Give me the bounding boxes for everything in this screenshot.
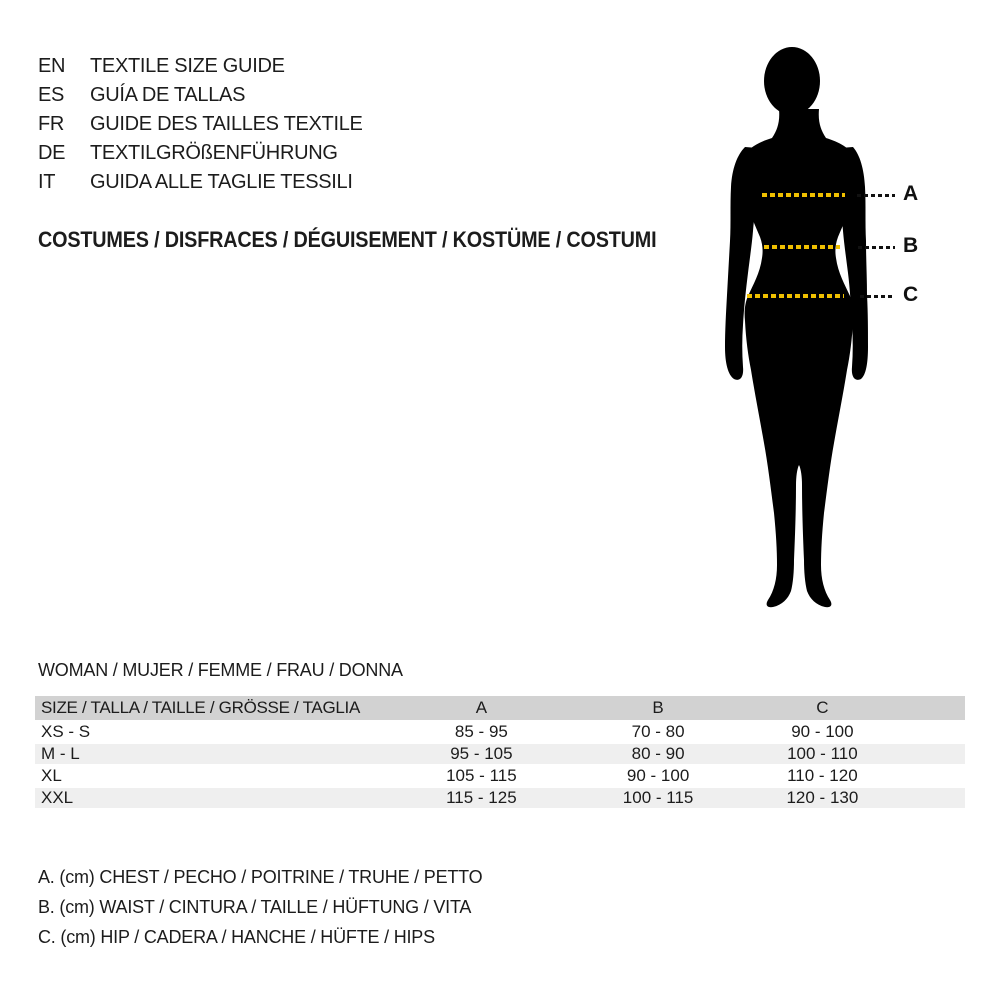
hip-cell: 100 - 110 <box>742 744 965 764</box>
table-row-xl <box>35 766 965 786</box>
header-a: A <box>388 696 574 720</box>
chest-leader-line <box>857 194 895 197</box>
header-size: SIZE / TALLA / TAILLE / GRÖSSE / TAGLIA <box>35 696 388 720</box>
chest-cell: 95 - 105 <box>388 744 574 764</box>
table-row-xxl <box>35 788 965 808</box>
table-row-m-l <box>35 744 965 764</box>
measure-label-b: B <box>903 234 919 257</box>
language-label: GUÍA DE TALLAS <box>90 84 246 106</box>
measure-label-c: C <box>903 283 919 306</box>
woman-silhouette-icon <box>715 45 885 630</box>
language-row <box>38 52 363 81</box>
hip-cell: 110 - 120 <box>787 766 858 785</box>
category-title: COSTUMES / DISFRACES / DÉGUISEMENT / KOSTÜME / COSTUMI <box>38 227 657 252</box>
hip-cell: 90 - 100 <box>791 722 854 741</box>
waist-cell: 70 - 80 <box>631 722 685 741</box>
chest-cell: 85 - 95 <box>454 722 508 741</box>
measurement-legend <box>38 862 482 952</box>
chest-cell: 115 - 125 <box>388 788 574 808</box>
size-cell: XXL <box>35 788 388 808</box>
language-label: GUIDA ALLE TAGLIE TESSILI <box>90 171 353 193</box>
language-label: TEXTILGRÖßENFÜHRUNG <box>90 142 338 164</box>
size-table-header-row <box>35 696 965 720</box>
language-code: DE <box>38 142 66 164</box>
size-cell: XS - S <box>41 722 91 741</box>
language-row <box>38 110 363 139</box>
language-code: ES <box>38 84 65 106</box>
header-b: B <box>574 696 741 720</box>
language-code: FR <box>38 113 65 135</box>
language-label: GUIDE DES TAILLES TEXTILE <box>90 113 363 135</box>
legend-line-waist: B. (cm) WAIST / CINTURA / TAILLE / HÜFTUNG / VITA <box>38 897 472 917</box>
table-row-xs-s <box>35 722 965 742</box>
waist-measure-line <box>764 245 840 249</box>
language-row <box>38 139 363 168</box>
hip-measure-line <box>747 294 844 298</box>
language-code: EN <box>38 55 66 77</box>
language-list <box>38 52 363 197</box>
size-table <box>35 694 965 810</box>
woman-silhouette-figure <box>715 45 885 630</box>
language-code: IT <box>38 171 56 193</box>
waist-cell: 80 - 90 <box>574 744 741 764</box>
size-cell: XL <box>41 766 62 785</box>
waist-cell: 100 - 115 <box>574 788 741 808</box>
measure-label-a: A <box>903 182 919 205</box>
hip-leader-line <box>860 295 895 298</box>
legend-line-chest: A. (cm) CHEST / PECHO / POITRINE / TRUHE / PETTO <box>38 867 483 887</box>
section-title-woman: WOMAN / MUJER / FEMME / FRAU / DONNA <box>38 660 403 680</box>
language-label: TEXTILE SIZE GUIDE <box>90 55 285 77</box>
language-row <box>38 168 363 197</box>
header-c: C <box>742 696 965 720</box>
chest-cell: 105 - 115 <box>446 766 517 785</box>
waist-cell: 90 - 100 <box>626 766 690 785</box>
language-row <box>38 81 363 110</box>
chest-measure-line <box>762 193 845 197</box>
size-cell: M - L <box>35 744 388 764</box>
waist-leader-line <box>858 246 895 249</box>
hip-cell: 120 - 130 <box>742 788 965 808</box>
legend-line-hip: C. (cm) HIP / CADERA / HANCHE / HÜFTE / HIPS <box>38 927 435 947</box>
